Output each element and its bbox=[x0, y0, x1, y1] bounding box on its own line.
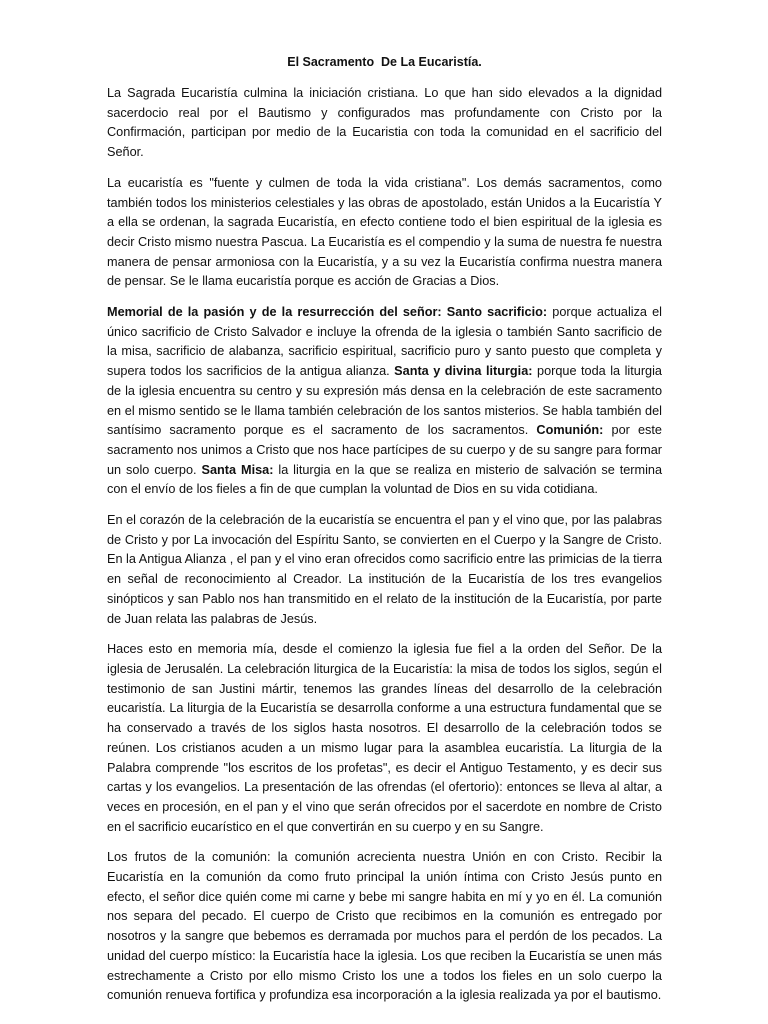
document-title: El Sacramento De La Eucaristía. bbox=[287, 55, 482, 69]
heading-santa-misa: Santa Misa: bbox=[201, 462, 274, 477]
heading-memorial: Memorial de la pasión y de la resurrección del señor: Santo sacrificio: bbox=[107, 305, 548, 320]
heading-liturgia: Santa y divina liturgia: bbox=[394, 364, 533, 379]
document-page bbox=[107, 54, 662, 1017]
paragraph-intro: La Sagrada Eucaristía culmina la iniciación cristiana. Lo que han sido elevados a la dignidad sacerdocio real por el Bautismo y configurados mas profundamente con Cristo por la Confirmación, participan por medio de la Eucaristia con toda la comunidad en el sacrificio del Señor. bbox=[107, 86, 662, 160]
heading-comunion: Comunión: bbox=[536, 423, 604, 438]
text-santa-misa: la liturgia en la que se realiza en misterio de salvación se termina con el envío de los fieles a fin de que cumplan la voluntad de Dios en su vida cotidiana. bbox=[107, 462, 662, 497]
paragraph-frutos: Los frutos de la comunión: la comunión acrecienta nuestra Unión en con Cristo. Recibir la Eucaristía en la comunión da como fruto principal la unión íntima con Cristo Jesús punto en efecto, el señor dice quién come mi carne y bebe mi sangre habita en mí y yo en él. La comunión nos separa del pecado. El cuerpo de Cristo que recibimos en la comunión es entregado por nosotros y la sangre que bebemos es derramada por muchos para el perdón de los pecados. La unidad del cuerpo místico: la Eucaristía hace la iglesia. Los que reciben la Eucaristía se unen más estrechamente a Cristo por ello mismo Cristo los une a todos los fieles en un solo cuerpo la comunión renueva fortifica y profundiza esa incorporación a la iglesia realizada ya por el bautismo. bbox=[107, 850, 662, 1003]
paragraph-names bbox=[107, 303, 662, 500]
paragraph-pan-vino: En el corazón de la celebración de la eucaristía se encuentra el pan y el vino que, por las palabras de Cristo y por La invocación del Espíritu Santo, se convierten en el Cuerpo y la Sangre de Cristo. En la Antigua Alianza , el pan y el vino eran ofrecidos como sacrificio entre las primicias de la tierra en señal de reconocimiento al Creador. La institución de la Eucaristía de los tres evangelios sinópticos y san Pablo nos han transmitido en el relato de la institución de la Eucaristía, por parte de Juan relata las palabras de Jesús. bbox=[107, 513, 663, 626]
paragraph-memoria: Haces esto en memoria mía, desde el comienzo la iglesia fue fiel a la orden del Señor. De la iglesia de Jerusalén. La celebración liturgica de la Eucaristía: la misa de todos los siglos, según el testimonio de san Justini mártir, tenemos las grandes líneas del desarrollo de la celebración eucaristía. La liturgia de la Eucaristía se desarrolla conforme a una estructura fundamental que se ha conservado a través de los siglos hasta nosotros. El desarrollo de la celebración todos se reúnen. Los cristianos acuden a un mismo lugar para la asamblea eucaristía. La liturgia de la Palabra comprende "los escritos de los profetas", es decir el Antiguo Testamento, y es decir sus cartas y los evangelios. La presentación de las ofrendas (el ofertorio): entonces se lleva al altar, a veces en procesión, en el pan y el vino que serán ofrecidos por el sacerdote en nombre de Cristo en el sacrificio eucarístico en el que convertirán en su cuerpo y en su Sangre. bbox=[107, 642, 662, 834]
text-comunion: por este sacramento nos unimos a Cristo que nos hace partícipes de su cuerpo y de su sangre para formar un solo cuerpo. bbox=[107, 423, 662, 477]
paragraph-fuente-culmen: La eucaristía es "fuente y culmen de toda la vida cristiana". Los demás sacramentos, como también todos los ministerios celestiales y las obras de apostolado, están Unidos a la Eucaristía Y a ella se ordenan, la sagrada Eucaristía, en efecto contiene todo el bien espiritual de la iglesia es decir Cristo mismo nuestra Pascua. La Eucaristía es el compendio y la suma de nuestra fe nuestra manera de pensar armoniosa con la Eucaristía, y a su vez la Eucaristía confirma nuestra manera de pensar. Se le llama eucaristía porque es acción de Gracias a Dios. bbox=[107, 175, 662, 289]
text-memorial: porque actualiza el único sacrificio de Cristo Salvador e incluye la ofrenda de la iglesia o también Santo sacrificio de la misa, sacrificio de alabanza, sacrificio espiritual, sacrificio puro y santo puesto que completa y supera todos los sacrificios de la antigua alianza. bbox=[107, 305, 663, 379]
text-liturgia: porque toda la liturgia de la iglesia encuentra su centro y su expresión más densa en la celebración de este sacramento en el mismo sentido se le llama también celebración de los santos misterios. Se habla también del santísimo sacramento porque es el sacramento de los sacramentos. bbox=[107, 364, 662, 438]
